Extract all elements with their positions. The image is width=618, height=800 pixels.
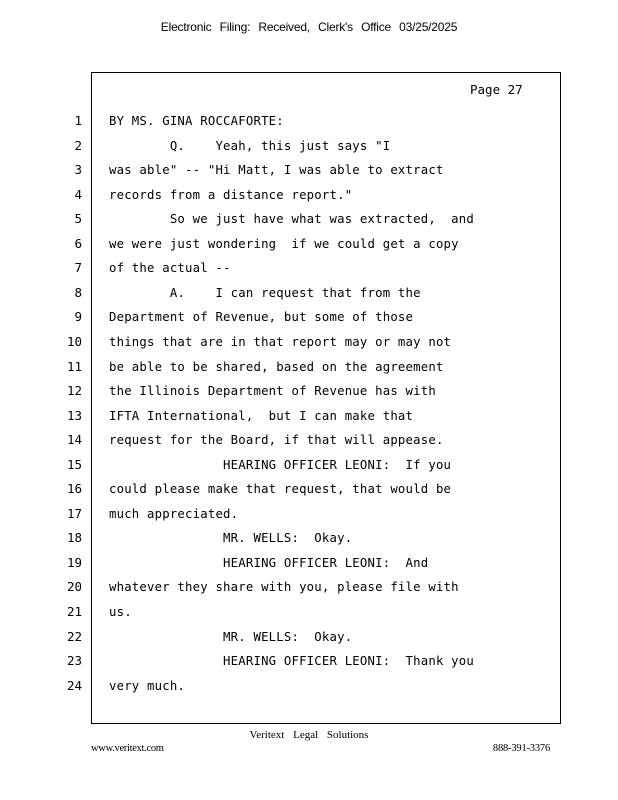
transcript-line: things that are in that report may or may not bbox=[109, 335, 452, 349]
line-number: 17 bbox=[66, 506, 82, 521]
transcript-line: MR. WELLS: Okay. bbox=[109, 531, 353, 545]
line-number: 14 bbox=[66, 432, 82, 447]
line-number: 7 bbox=[74, 260, 82, 275]
transcript-line: IFTA International, but I can make that bbox=[109, 409, 414, 423]
transcript-line: HEARING OFFICER LEONI: And bbox=[109, 556, 429, 570]
transcript-line: could please make that request, that would be bbox=[109, 482, 452, 496]
line-number: 12 bbox=[66, 383, 82, 398]
transcript-line: HEARING OFFICER LEONI: Thank you bbox=[109, 654, 474, 668]
line-number: 19 bbox=[66, 555, 82, 570]
line-number: 24 bbox=[66, 678, 82, 693]
transcript-line: request for the Board, if that will appease. bbox=[109, 433, 444, 447]
transcript-line: records from a distance report." bbox=[109, 188, 353, 202]
page-number: Page 27 bbox=[470, 82, 523, 97]
line-number: 6 bbox=[74, 236, 82, 251]
footer-company: Veritext Legal Solutions bbox=[249, 729, 369, 741]
line-number: 8 bbox=[74, 285, 82, 300]
transcript-line: very much. bbox=[109, 679, 186, 693]
transcript-line: MR. WELLS: Okay. bbox=[109, 630, 353, 644]
transcript-line: we were just wondering if we could get a copy bbox=[109, 237, 459, 251]
line-number: 4 bbox=[74, 187, 82, 202]
footer-website: www.veritext.com bbox=[91, 743, 164, 754]
transcript-line: much appreciated. bbox=[109, 507, 239, 521]
transcript-line: Department of Revenue, but some of those bbox=[109, 310, 414, 324]
transcript-line: was able" -- "Hi Matt, I was able to extract bbox=[109, 163, 444, 177]
line-number: 2 bbox=[74, 138, 82, 153]
filing-header: Electronic Filing: Received, Clerk's Office 03/25/2025 bbox=[160, 20, 458, 34]
line-number: 18 bbox=[66, 530, 82, 545]
transcript-line: the Illinois Department of Revenue has with bbox=[109, 384, 436, 398]
transcript-line: whatever they share with you, please file with bbox=[109, 580, 459, 594]
line-number: 20 bbox=[66, 579, 82, 594]
line-number: 21 bbox=[66, 604, 82, 619]
line-number: 23 bbox=[66, 653, 82, 668]
transcript-line: Q. Yeah, this just says "I bbox=[109, 139, 391, 153]
line-number: 13 bbox=[66, 408, 82, 423]
line-number: 22 bbox=[66, 629, 82, 644]
footer-phone: 888-391-3376 bbox=[492, 743, 550, 754]
line-number: 3 bbox=[74, 162, 82, 177]
transcript-line: be able to be shared, based on the agreement bbox=[109, 360, 444, 374]
line-number: 10 bbox=[66, 334, 82, 349]
line-number: 15 bbox=[66, 457, 82, 472]
transcript-line: HEARING OFFICER LEONI: If you bbox=[109, 458, 452, 472]
line-number: 5 bbox=[74, 211, 82, 226]
line-number: 1 bbox=[74, 113, 82, 128]
transcript-line: BY MS. GINA ROCCAFORTE: bbox=[109, 114, 284, 128]
line-number: 11 bbox=[66, 359, 82, 374]
transcript-line: So we just have what was extracted, and bbox=[109, 212, 474, 226]
line-number: 9 bbox=[74, 309, 82, 324]
transcript-line: of the actual -- bbox=[109, 261, 231, 275]
line-number: 16 bbox=[66, 481, 82, 496]
transcript-line: us. bbox=[109, 605, 132, 619]
transcript-line: A. I can request that from the bbox=[109, 286, 421, 300]
